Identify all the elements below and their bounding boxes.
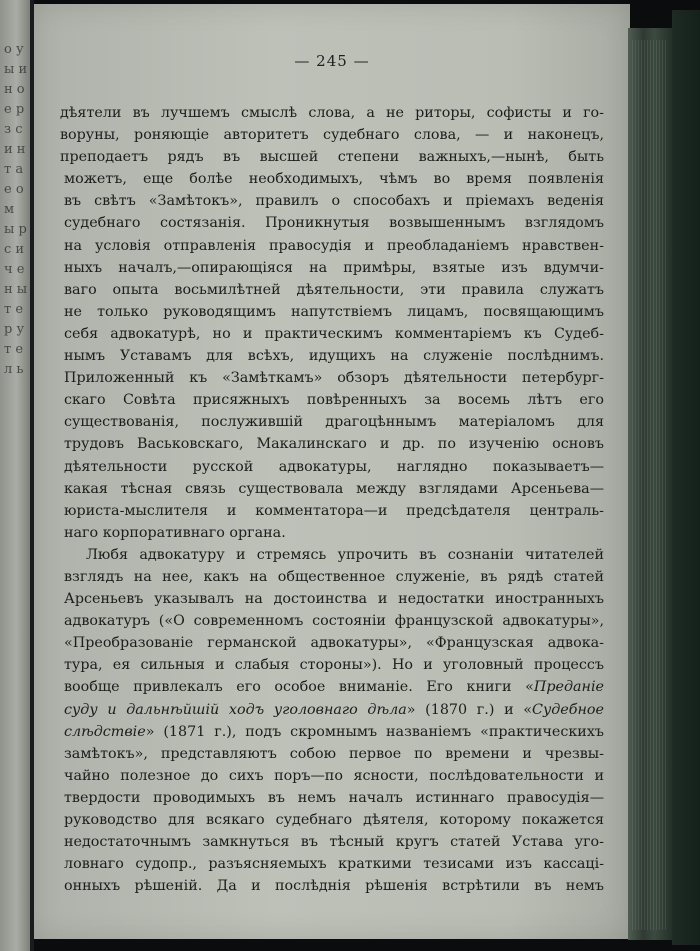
text-line: нымъ Уставамъ для всѣхъ, идущихъ на служеніе послѣднимъ. [64,348,604,365]
text-line: судебнаго состязанія. Проникнутыя возвышеннымъ взглядомъ [64,215,604,232]
text-line-with-title: суду и дальнѣйшій ходъ уголовнаго дѣла» (1870 г.) и «Судебное [64,701,604,718]
text-line: руководство для всякаго судебнаго дѣятеля, которому покажется [64,812,604,828]
text-segment: » (1871 г.), подъ скромнымъ названіемъ «практическихъ [145,723,604,740]
book-title-italic: суду и дальнѣйшій ходъ уголовнаго дѣла [64,701,407,718]
text-line-with-title [64,721,604,743]
page-body-text [60,102,604,897]
left-page-edge [0,0,30,951]
text-line: преподаетъ рядъ въ высшей степени важныхъ,—нынѣ, быть [60,149,604,166]
text-line: юриста-мыслителя и комментатора—и предсѣдателя централь- [64,502,604,519]
book-title-italic: Преданіе [533,679,604,696]
text-line: замѣтокъ», представляютъ собою первое по времени и чрезвы- [64,745,604,762]
text-line: тура, ея сильныя и слабыя стороны»). Но и уголовный процессъ [64,657,604,674]
book-title-italic: Судебное [532,701,604,718]
text-line: ловнаго судопр., разъясняемыхъ краткими тезисами изъ кассаці- [64,856,604,873]
text-line: взглядъ на нее, какъ на общественное служеніе, въ рядѣ статей [64,568,604,585]
text-line: скаго Совѣта присяжныхъ повѣренныхъ за восемь лѣтъ его [64,392,604,409]
book-page [34,4,630,939]
text-line: существованія, послужившій драгоцѣннымъ матеріаломъ для [64,414,604,431]
text-line: ваго опыта восьмилѣтней дѣятельности, эти правила служатъ [64,281,604,298]
text-line: твердости проводимыхъ въ немъ началъ истиннаго правосудія— [64,789,604,806]
text-line: трудовъ Васьковскаго, Макалинскаго и др. по изученію основъ [64,436,604,453]
text-line: въ свѣтъ «Замѣтокъ», правилъ о способахъ и пріемахъ веденія [64,193,604,210]
text-line: можетъ, еще болѣе необходимыхъ, чѣмъ во время появленія [64,171,604,188]
text-line: Приложенный къ «Замѣткамъ» обзоръ дѣятельности петербург- [64,370,604,387]
text-line: ныхъ началъ,—опирающіяся на примѣры, взятые изъ вдумчи- [64,259,604,276]
left-page-text-fragments: о у ы и н о е р з с и н т а е о м ы р с и ч е н ы т е р у т е л ь [4,42,28,377]
text-line: не только руководящимъ напутствіемъ лицамъ, посвящающимъ [64,303,604,320]
text-line: чайно полезное до сихъ поръ—по ясности, послѣдовательности и [64,767,604,784]
text-line: «Преобразованіе германской адвокатуры», «Французская адвока- [64,635,604,652]
page-number: — 245 — [294,52,370,70]
text-line: дѣятели въ лучшемъ смыслѣ слова, а не риторы, софисты и го- [60,105,604,121]
text-line: Арсеньевъ указывалъ на достоинства и недостатки иностранныхъ [64,591,604,608]
text-line: недостаточнымъ замкнуться въ тѣсный кругъ статей Устава уго- [64,834,604,851]
text-line: себя адвокатурѣ, но и практическимъ комментаріемъ къ Судеб- [64,325,604,342]
book-title-italic: слѣдствіе [64,723,146,740]
text-line-with-title [64,676,604,698]
text-segment: вообще привлекалъ его особое вниманіе. Его книги « [64,679,534,696]
text-line: дѣятельности русской адвокатуры, наглядно показываетъ— [64,458,604,475]
text-line: онныхъ рѣшеній. Да и послѣднія рѣшенія встрѣтили въ немъ [64,878,604,895]
text-line: воруны, роняющіе авторитетъ судебнаго слова, — и наконецъ, [60,127,604,144]
text-line: на условія отправленія правосудія и преобладаніемъ нравствен- [64,237,604,254]
text-line: наго корпоративнаго органа. [64,524,286,541]
text-line: Любя адвокатуру и стремясь упрочить въ сознаніи читателей [86,546,604,563]
page-edge-texture [632,40,666,930]
text-line: адвокатуръ («О современномъ состояніи французской адвокатуры», [64,613,604,630]
book-cover [672,10,700,945]
text-line: какая тѣсная связь существовала между взглядами Арсеньева— [64,480,604,497]
text-segment: (1870 г.) и « [425,701,533,718]
